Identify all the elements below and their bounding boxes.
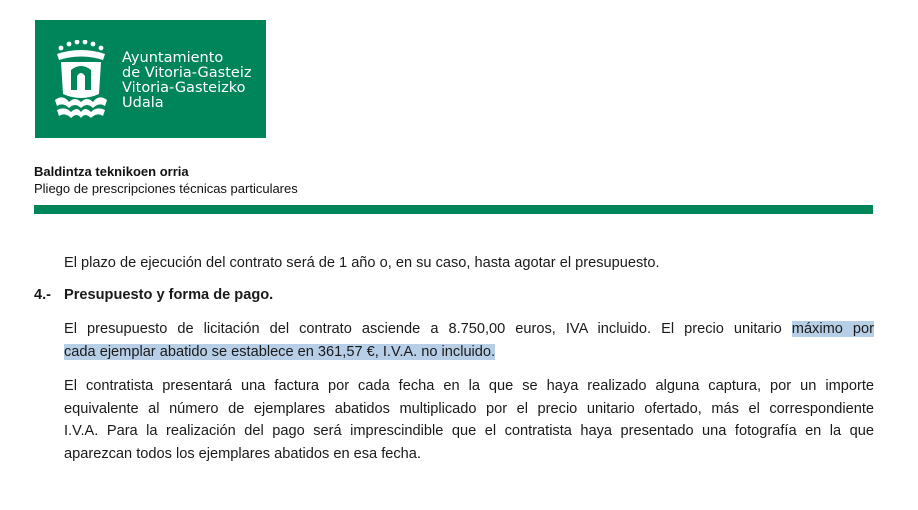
highlighted-text: cada ejemplar abatido se establece en 361,57 €, I.V.A. no incluido. [64, 343, 496, 360]
document-title: Baldintza teknikoen orria [34, 164, 189, 179]
budget-line-1 [64, 318, 874, 341]
payment-line: El contratista presentará una factura por cada fecha en la que se haya realizado alguna captura, por un importe [64, 378, 874, 394]
logo-text [122, 51, 251, 111]
logo-line: de Vitoria-Gasteiz [122, 65, 252, 81]
budget-paragraph [64, 318, 874, 363]
payment-line: aparezcan todos los ejemplares abatidos en esa fecha. [64, 445, 421, 462]
logo-line: Ayuntamiento [122, 50, 224, 66]
section-number: 4.- [34, 287, 52, 303]
highlighted-text: máximo por [791, 321, 874, 337]
logo-line: Vitoria-Gasteizko [122, 80, 246, 96]
budget-text: El presupuesto de licitación del contrato asciende a 8.750,00 euros, IVA incluido. El precio unitario [64, 321, 792, 337]
payment-paragraph [64, 375, 874, 465]
budget-line-2 [64, 341, 874, 364]
coat-of-arms-icon [53, 40, 109, 120]
intro-text: El plazo de ejecución del contrato será de 1 año o, en su caso, hasta agotar el presupuesto. [64, 255, 660, 271]
intro-paragraph [64, 252, 874, 275]
header-divider [34, 205, 873, 214]
document-subtitle: Pliego de prescripciones técnicas particulares [34, 181, 298, 196]
logo-line: Udala [122, 95, 164, 111]
city-logo [35, 20, 266, 138]
payment-line: I.V.A. Para la realización del pago será imprescindible que el contratista haya presentado una fotografía en la que [64, 423, 874, 439]
section-heading: Presupuesto y forma de pago. [64, 287, 274, 303]
payment-line: equivalente al número de ejemplares abatidos multiplicado por el precio unitario ofertado, más el correspondiente [64, 400, 874, 417]
